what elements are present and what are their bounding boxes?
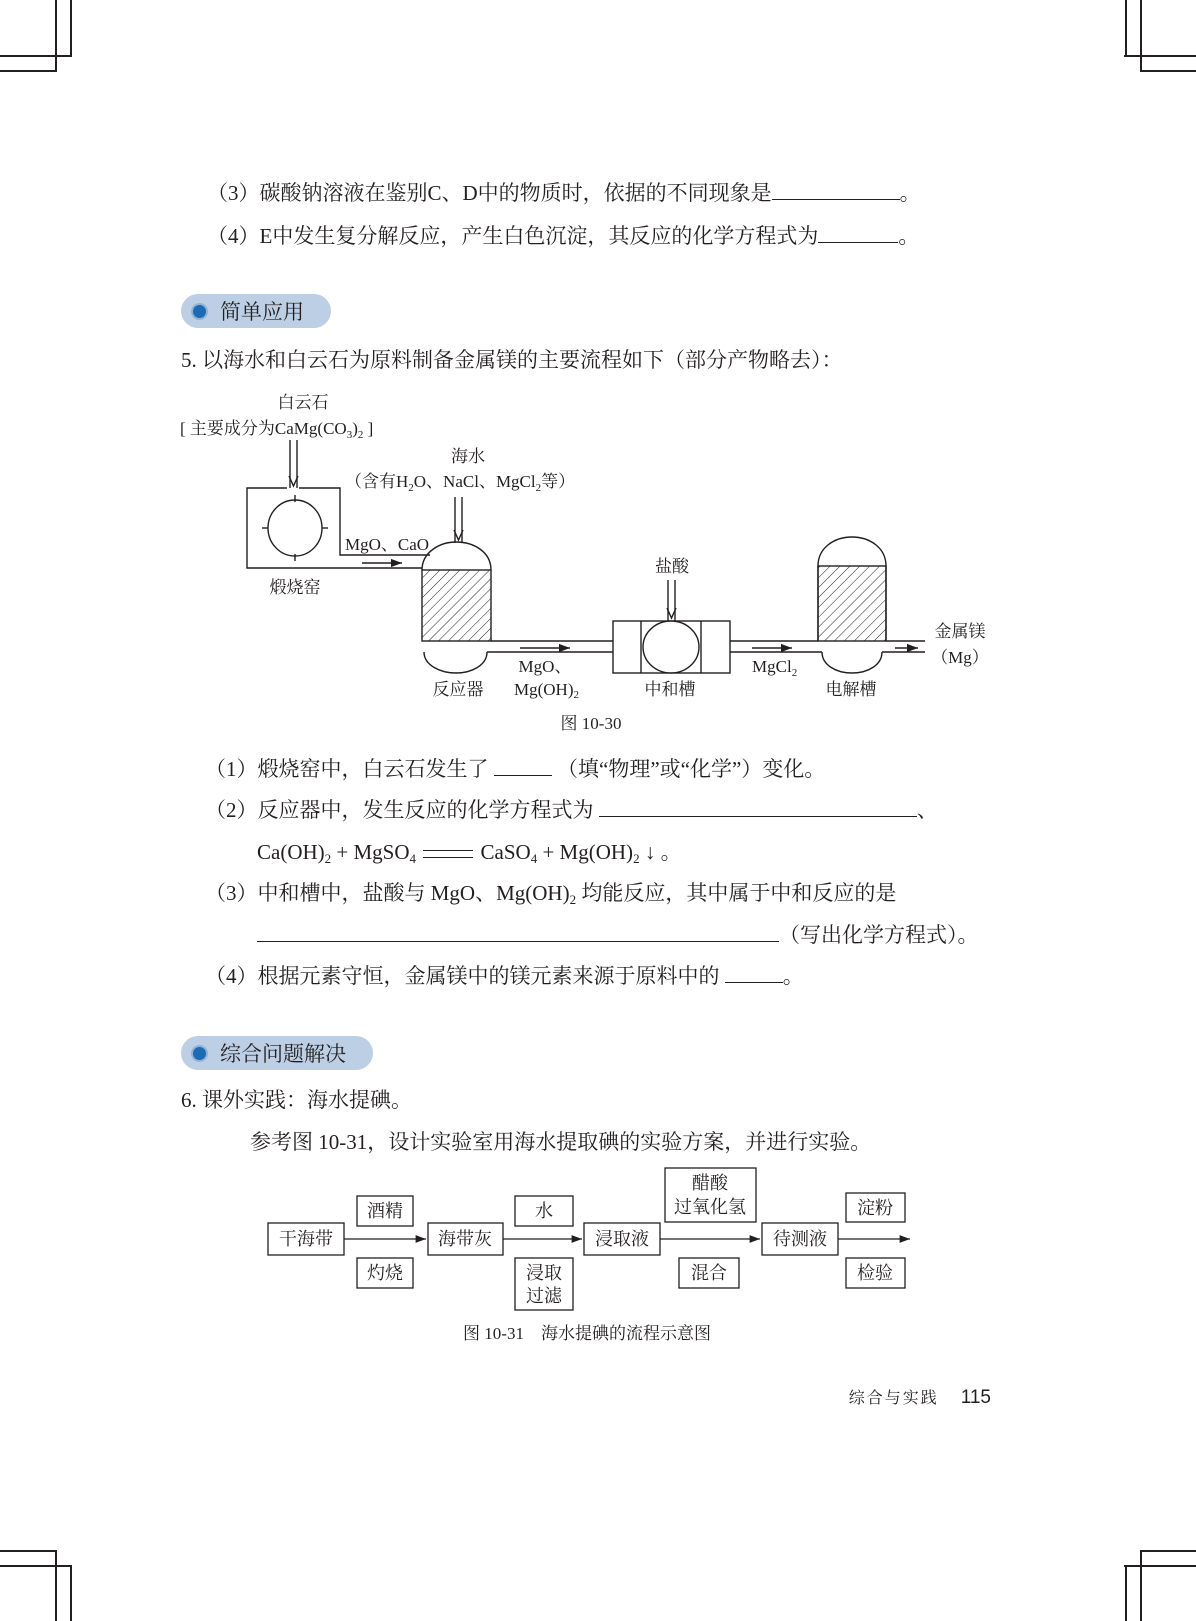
answer-blank[interactable] [257, 921, 779, 942]
flow-reagent: 淀粉 [857, 1198, 893, 1218]
label-kiln-output: MgO、CaO [345, 535, 430, 554]
label-hcl: 盐酸 [655, 557, 689, 576]
punct: 。 [782, 964, 804, 988]
q5-part4 [205, 962, 804, 990]
answer-blank[interactable] [818, 222, 898, 243]
eq-part: ↓ 。 [639, 840, 682, 864]
question-text: 均能反应，其中属于中和反应的是 [576, 881, 897, 905]
label-dolomite: 白云石 [277, 393, 329, 412]
punct: 。 [899, 181, 921, 205]
equals-sign-icon [423, 850, 473, 858]
q5-part1 [205, 755, 825, 783]
page-number: 115 [960, 1387, 991, 1408]
flow-reagent: 水 [535, 1201, 553, 1221]
section-title: 简单应用 [220, 300, 304, 324]
label-kiln: 煅烧窑 [269, 578, 321, 597]
flow-node: 待测液 [773, 1229, 827, 1249]
crop-mark [1124, 55, 1196, 57]
flow-node: 海带灰 [438, 1229, 492, 1249]
label-neutralizer-output: MgCl$_2$ [752, 657, 798, 679]
footer [849, 1384, 991, 1413]
crop-mark [55, 1550, 57, 1621]
eq-sub: 4 [530, 851, 538, 866]
flow-node: 浸取液 [595, 1229, 649, 1249]
label-product-formula: （Mg） [931, 648, 989, 667]
question-text: （4）根据元素守恒，金属镁中的镁元素来源于原料中的 [205, 964, 720, 988]
punct: 。 [898, 224, 920, 248]
q6-intro: 参考图 10-31，设计实验室用海水提取碘的实验方案，并进行实验。 [250, 1130, 872, 1154]
label-seawater: 海水 [451, 447, 485, 466]
q5-equation [257, 838, 682, 866]
flow-reagent: 酒精 [367, 1201, 403, 1221]
q5-part3 [205, 879, 896, 907]
crop-mark [1124, 1565, 1196, 1567]
eq-sub: 2 [633, 851, 640, 866]
label-product: 金属镁 [934, 622, 986, 641]
bullet-dot-icon [193, 305, 206, 318]
question-text: （1）煅烧窑中，白云石发生了 [205, 757, 489, 781]
flow-operation: 浸取 [526, 1263, 562, 1283]
crop-mark [1125, 1565, 1127, 1621]
crop-mark [0, 55, 72, 57]
footer-section: 综合与实践 [848, 1390, 939, 1407]
crop-mark [1140, 0, 1142, 72]
flow-operation: 混合 [691, 1263, 727, 1283]
question-text: （3）中和槽中，盐酸与 MgO、Mg(OH) [205, 881, 570, 905]
figure-caption: 图 10-30 [560, 714, 622, 733]
question-text: （2）反应器中，发生反应的化学方程式为 [205, 798, 594, 822]
question-text: （填“物理”或“化学”）变化。 [557, 757, 826, 781]
crop-mark [1140, 70, 1196, 72]
label-neutralizer: 中和槽 [644, 680, 696, 699]
section-badge-comprehensive [181, 1036, 373, 1070]
question-text: （4）E中发生复分解反应，产生白色沉淀，其反应的化学方程式为 [207, 224, 819, 248]
q4-part4 [207, 222, 919, 250]
flow-operation: 检验 [857, 1263, 893, 1283]
flow-node: 干海带 [279, 1229, 333, 1249]
q5-part3-answer [257, 921, 979, 949]
eq-sub: 2 [324, 851, 332, 866]
label-reactor-output-2: Mg(OH)2 [514, 680, 579, 701]
q6-stem: 6. 课外实践：海水提碘。 [181, 1088, 412, 1112]
label-dolomite-composition: [ 主要成分为$CaMg(CO_3)_2$ ] [180, 419, 374, 441]
eq-sub: 4 [409, 851, 417, 866]
flow-reagent: 醋酸 [692, 1173, 728, 1193]
crop-mark [0, 70, 56, 72]
label-reactor: 反应器 [432, 680, 484, 699]
flow-reagent: 过氧化氢 [674, 1197, 746, 1217]
answer-blank[interactable] [599, 796, 917, 817]
crop-mark [55, 0, 57, 72]
flow-operation: 过滤 [526, 1286, 562, 1306]
crop-mark [1140, 1550, 1196, 1552]
label-electrolyzer: 电解槽 [825, 680, 877, 699]
crop-mark [1125, 0, 1127, 56]
crop-mark [0, 1550, 56, 1552]
eq-part: + MgSO [331, 840, 410, 864]
label-seawater-composition: （含有$H_2O$、NaCl、MgCl$_2$等） [345, 472, 576, 494]
answer-blank[interactable] [772, 179, 900, 200]
section-title: 综合问题解决 [220, 1042, 346, 1066]
crop-mark [1140, 1550, 1142, 1621]
eq-sub: 2 [569, 892, 577, 907]
answer-blank[interactable] [725, 962, 783, 983]
crop-mark [70, 0, 72, 56]
eq-part: CaSO [475, 840, 531, 864]
flow-operation: 灼烧 [367, 1263, 403, 1283]
q4-part3 [207, 179, 921, 207]
q5-stem: 5. 以海水和白云石为原料制备金属镁的主要流程如下（部分产物略去）： [181, 348, 843, 372]
crop-mark [0, 1565, 72, 1567]
answer-blank[interactable] [494, 755, 552, 776]
label-reactor-output: MgO、 [518, 657, 572, 676]
eq-part: + Mg(OH) [537, 840, 634, 864]
eq-part: Ca(OH) [257, 840, 325, 864]
section-badge-simple-application [181, 294, 331, 328]
figure-caption: 图 10-31 海水提碘的流程示意图 [463, 1324, 711, 1343]
bullet-dot-icon [193, 1047, 206, 1060]
punct: 、 [916, 798, 938, 822]
question-text: （3）碳酸钠溶液在鉴别C、D中的物质时，依据的不同现象是 [207, 181, 772, 205]
crop-mark [70, 1565, 72, 1621]
question-text: （写出化学方程式）。 [779, 923, 979, 947]
q5-part2 [205, 796, 938, 824]
